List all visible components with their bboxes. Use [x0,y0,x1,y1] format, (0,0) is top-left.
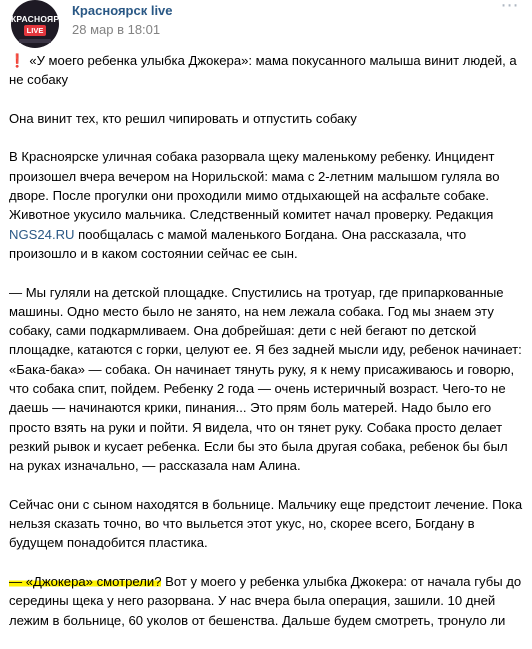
headline [9,51,525,90]
post-date-link[interactable]: 28 мар в 18:01 [72,22,161,37]
post-text [9,51,525,649]
more-options-icon[interactable]: ⋯ [500,0,520,15]
paragraph-1-start: В Красноярске уличная собака разорвала щеку маленькому ребенку. Инцидент произошел вчера вечером на Норильской: мама с 2-летним малышом гуляла во дворе. После прогулки они проходили мимо отдыхающей на асфальте собаке. Животное укусило мальчика. Следственный комитет начал проверку. Редакция [9,149,500,223]
ngs24-link[interactable]: NGS24.RU [9,226,75,242]
paragraph-4 [9,572,525,630]
paragraph-3: Сейчас они с сыном находятся в больнице. Мальчику еще предстоит лечение. Пока нельзя сказать точно, во что выльется этот укус, но, скорее всего, Богдану в будущем понадобится пластика. [9,496,523,551]
avatar-skyline [19,39,51,43]
highlighted-quote: — «Джокера» смотрели? [9,574,162,590]
subheadline: Она винит тех, кто решил чипировать и отпустить собаку [9,110,357,126]
avatar-live-badge: LIVE [24,25,46,36]
paragraph-1-end: пообщалась с мамой маленького Богдана. Она рассказала, что произошло и в каком состоянии сейчас ее сын. [9,226,467,261]
paragraph-4-rest: Вот у моего у ребенка улыбка Джокера: от начала губы до середины щека у него разорвана. У нас вчера была операция, зашили. 10 дней лежим в больнице, 60 уколов от бешенства. Дальше будем смотреть, тронуло ли [9,574,522,628]
paragraph-1 [9,147,525,263]
group-name-link[interactable]: Красноярск live [72,3,173,18]
exclamation-icon: ❗ [9,53,26,68]
headline-text: «У моего ребенка улыбка Джокера»: мама покусанного малыша винит людей, а не собаку [9,53,517,88]
group-avatar[interactable] [11,0,71,48]
avatar-city-text: КРАСНОЯРСК [11,14,71,24]
paragraph-2: — Мы гуляли на детской площадке. Спустились на тротуар, где припаркованные машины. Одно место было не занято, на нем лежала собака. Год мы знаем эту собаку, сами подкармливаем. Она добрейшая: дети с ней бегают по детской площадке, катаются с горки, целуют ее. Я без задней мысли иду, ребенок начинает: «Бака-бака» — собака. Он начинает тянуть руку, я к нему присаживаюсь и говорю, что собака спит, пойдем. Ребенку 2 года — очень истеричный возраст. Чего-то не даешь — начинаются крики, пинания... Это прям боль матерей. Надо было его просто взять на руки и пойти. Я видела, что он тянет руку. Собака просто делает резкий рывок и кусает ребенка. Если бы это была другая собака, ребенок бы был на руках изначально, — рассказала нам Алина. [9,284,522,474]
